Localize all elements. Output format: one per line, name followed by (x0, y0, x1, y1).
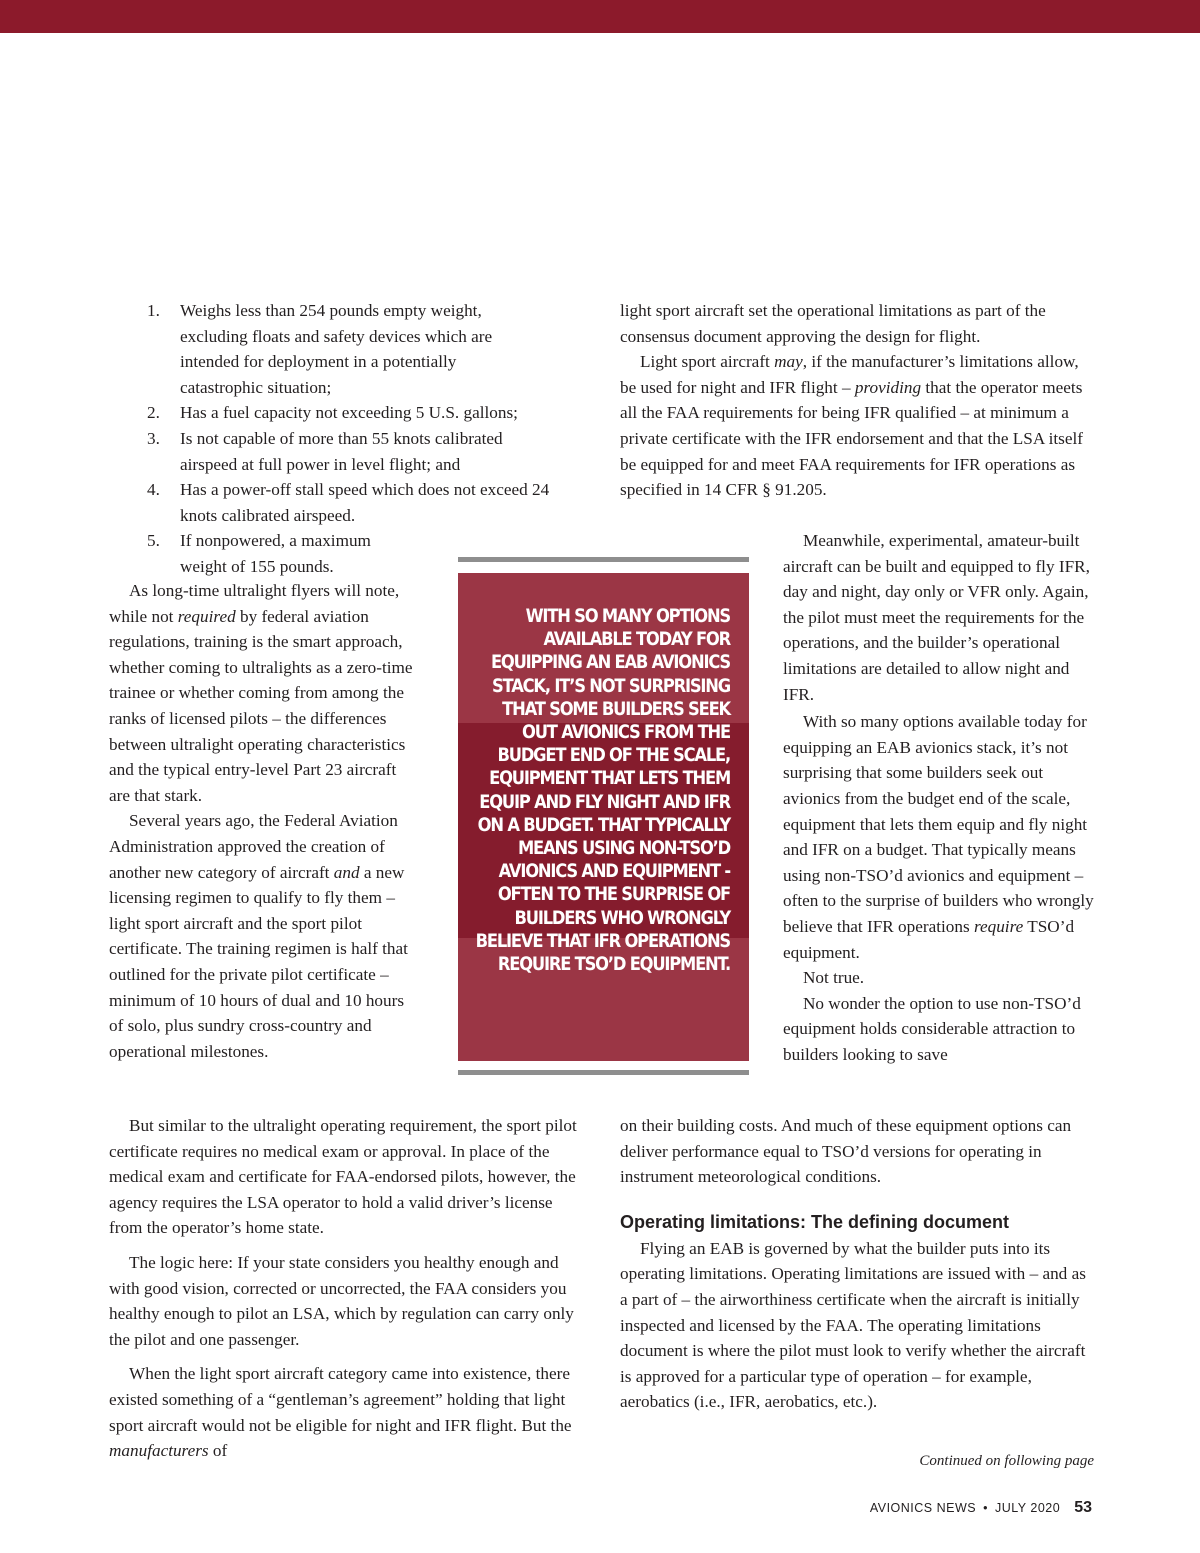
list-text: Has a fuel capacity not exceeding 5 U.S. gallons; (180, 403, 518, 423)
requirements-list (109, 298, 589, 580)
pull-quote-text: WITH SO MANY OPTIONS AVAILABLE TODAY FOR EQUIPPING AN EAB AVIONICS STACK, IT’S NOT SURPRISING THAT SOME BUILDERS SEEK OUT AVIONICS FROM THE BUDGET END OF THE SCALE, EQUIPMENT THAT LETS THEM EQUIP AND FLY NIGHT AND IFR ON A BUDGET. THAT TYPICALLY MEANS USING NON-TSO’D AVIONICS AND EQUIPMENT - OFTEN TO THE SURPRISE OF BUILDERS WHO WRONGLY BELIEVE THAT IFR OPERATIONS REQUIRE TSO’D EQUIPMENT. (475, 605, 730, 976)
list-item (109, 426, 589, 477)
requirements-list-column (109, 298, 589, 580)
list-number: 5. (147, 531, 160, 551)
header-bar (0, 0, 1200, 33)
left-wide-column (109, 1113, 589, 1464)
paragraph-ultralight-training: As long-time ultralight flyers will note, while not required by federal aviation regulations, training is the smart approach, whether coming to ultralights as a zero-time trainee or whether coming from among the ranks of licensed pilots – the differences between ultralight operating characteristics and the typical entry-level Part 23 aircraft are that stark. (109, 581, 413, 805)
pull-quote-top-rule (458, 557, 749, 562)
list-number: 4. (147, 480, 160, 500)
list-text: Has a power-off stall speed which does not exceed 24 knots calibrated airspeed. (180, 480, 550, 525)
paragraph-building-costs: on their building costs. And much of these equipment options can deliver performance equal to TSO’d versions for operating in instrument meteorological conditions. (620, 1116, 1072, 1187)
paragraph-operating-limitations: Flying an EAB is governed by what the builder puts into its operating limitations. Operating limitations are issued with – and as a part of – the airworthiness certificate when the aircraft is initially inspected and licensed by the FAA. The operating limitations document is where the pilot must look to verify whether the aircraft is approved for a particular type of operation – for example, aerobatics (i.e., IFR, aerobatics, etc.). (620, 1238, 1086, 1412)
page-number: 53 (1074, 1499, 1092, 1516)
list-text: Is not capable of more than 55 knots calibrated airspeed at full power in level flight; and (180, 428, 503, 474)
page-footer (870, 1499, 1092, 1517)
continued-note: Continued on following page (919, 1453, 1094, 1469)
right-narrow-column (783, 528, 1095, 1067)
section-heading: Operating limitations: The defining document (620, 1211, 1010, 1232)
pull-quote-bottom-rule (458, 1070, 749, 1075)
paragraph-experimental-aircraft: Meanwhile, experimental, amateur-built aircraft can be built and equipped to fly IFR, day and night, day only or VFR only. Again, the pilot must meet the requirements for the operations, and the builder’s operational limitations are detailed to allow night and IFR. (783, 531, 1090, 704)
paragraph-night-ifr: Light sport aircraft may, if the manufacturer’s limitations allow, be used for night and IFR flight – providing that the operator meets all the FAA requirements for being IFR qualified – at minimum a private certificate with the IFR endorsement and that the LSA itself be equipped for and meet FAA requirements for IFR operations as specified in 14 CFR § 91.205. (620, 352, 1083, 500)
paragraph-non-tso-attraction: No wonder the option to use non-TSO’d equipment holds considerable attraction to builders looking to save (783, 993, 1081, 1064)
pull-quote (458, 557, 749, 1077)
list-number: 3. (147, 428, 160, 448)
issue-date: JULY 2020 (995, 1501, 1061, 1515)
paragraph-not-true: Not true. (803, 968, 865, 988)
right-wide-column (620, 1113, 1095, 1415)
pull-quote-box (458, 573, 749, 1061)
list-number: 1. (147, 301, 160, 320)
paragraph-logic: The logic here: If your state considers you healthy enough and with good vision, corrected or uncorrected, the FAA considers you healthy enough to pilot an LSA, which by regulation can carry only the pilot and one passenger. (109, 1252, 574, 1349)
list-number: 2. (147, 403, 160, 423)
list-item (109, 477, 589, 528)
paragraph-medical-exam: But similar to the ultralight operating requirement, the sport pilot certificate requires no medical exam or approval. In place of the medical exam and certificate for FAA-endorsed pilots, however, the agency requires the LSA operator to hold a valid driver’s license from the operator’s home state. (109, 1116, 577, 1238)
publication-name: AVIONICS NEWS (869, 1501, 977, 1515)
list-text: Weighs less than 254 pounds empty weight, excluding floats and safety devices which are intended for deployment in a potentially catastrophic situation; (180, 301, 493, 397)
paragraph-budget-avionics: With so many options available today for equipping an EAB avionics stack, it’s not surprising that some builders seek out avionics from the budget end of the scale, equipment that lets them equip and fly night and IFR on a budget. That typically means using non-TSO’d avionics and equipment – often to the surprise of builders who wrongly believe that IFR operations require TSO’d equipment. (783, 712, 1094, 962)
list-item (109, 400, 589, 426)
list-text: If nonpowered, a maximum weight of 155 pounds. (180, 531, 371, 576)
footer-separator: • (983, 1501, 988, 1515)
paragraph-gentlemans-agreement: When the light sport aircraft category came into existence, there existed something of a “gentleman’s agreement” holding that light sport aircraft would not be eligible for night and IFR flight. But the manufacturers of (109, 1364, 572, 1461)
paragraph-consensus-document: light sport aircraft set the operational limitations as part of the consensus document approving the design for flight. (620, 301, 1046, 346)
paragraph-light-sport-category: Several years ago, the Federal Aviation Administration approved the creation of another new category of aircraft and a new licensing regimen to qualify to fly them – light sport aircraft and the sport pilot certificate. The training regimen is half that outlined for the private pilot certificate – minimum of 10 hours of dual and 10 hours of solo, plus sundry cross-country and operational milestones. (109, 811, 408, 1061)
right-top-column (620, 298, 1095, 503)
list-item (109, 298, 589, 400)
left-narrow-column (109, 578, 421, 1064)
